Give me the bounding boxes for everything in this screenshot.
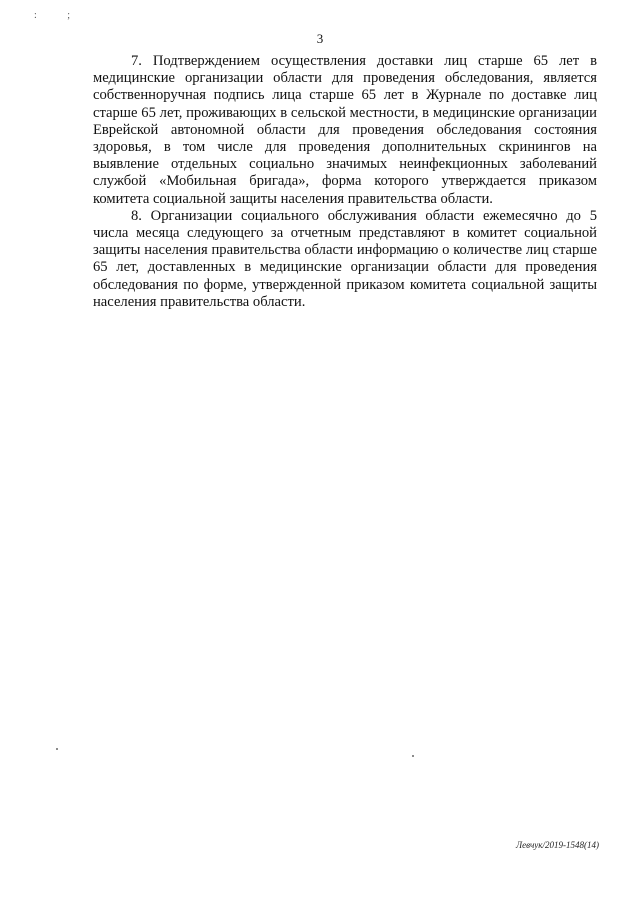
- paragraph-7: 7. Подтверждением осуществления доставки лиц старше 65 лет в медицинские организации области для проведения обследования, является собственноручная подпись лица старше 65 лет в Журнале по доставке лиц старше 65 лет, проживающих в сельской местности, в медицинские организации Еврейской автономной области для проведения обследования состояния здоровья, в том числе для проведения дополнительных скринингов на выявление отдельных социально значимых неинфекционных заболеваний службой «Мобильная бригада», форма которого утверждается приказом комитета социальной защиты населения правительства области.: [93, 53, 597, 207]
- scan-speck: [56, 748, 58, 750]
- document-body: [93, 53, 597, 311]
- scan-artifact-marks: : ;: [34, 10, 85, 21]
- paragraph-8: 8. Организации социального обслуживания области ежемесячно до 5 числа месяца следующего за отчетным представляют в комитет социальной защиты населения правительства области информацию о количестве лиц старше 65 лет, доставленных в медицинские организации области для проведения обследования по форме, утвержденной приказом комитета социальной защиты населения правительства области.: [93, 207, 597, 310]
- scan-speck: [412, 755, 414, 757]
- page-number: 3: [316, 31, 324, 46]
- document-registration-code: Левчук/2019-1548(14): [516, 840, 599, 850]
